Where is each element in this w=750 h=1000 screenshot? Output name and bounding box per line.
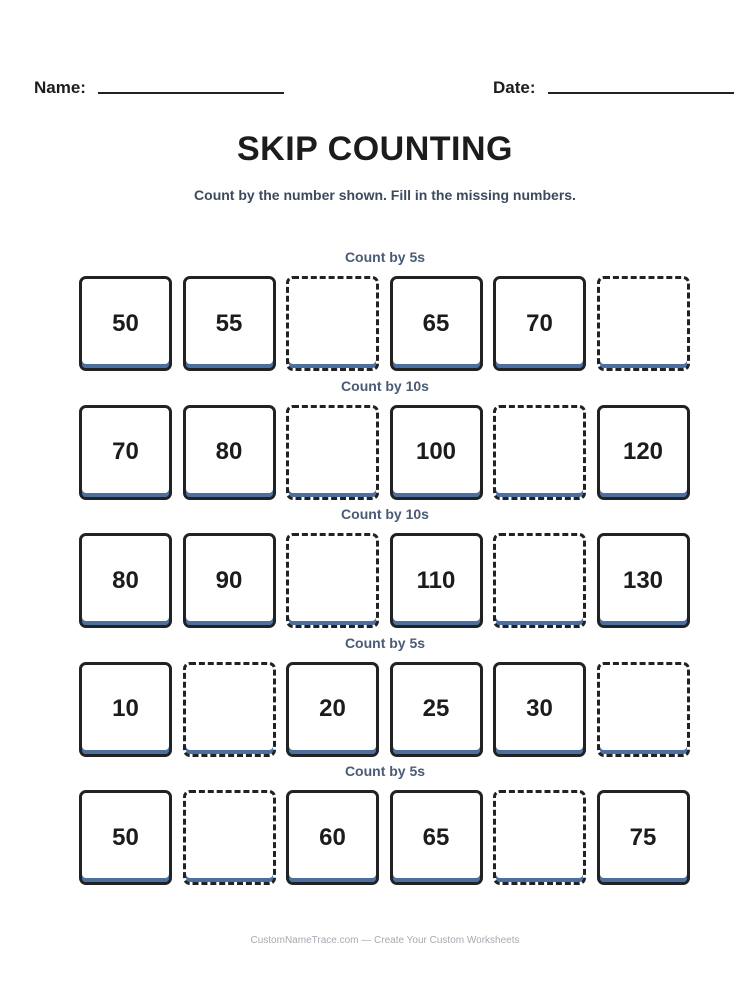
date-field-group: [493, 76, 734, 98]
box-number: 75: [629, 823, 657, 851]
number-box: [493, 276, 586, 371]
number-box: [390, 790, 483, 885]
box-number: 130: [622, 566, 664, 594]
box-number: 65: [422, 309, 450, 337]
number-box: [79, 405, 172, 500]
worksheet-instructions: Count by the number shown. Fill in the missing numbers.: [194, 187, 576, 203]
box-number: 60: [319, 823, 346, 851]
blank-answer-box[interactable]: [597, 662, 690, 757]
box-number: 25: [422, 695, 450, 722]
blank-answer-box[interactable]: [183, 790, 276, 885]
box-number: 55: [215, 309, 243, 337]
number-box: [79, 790, 172, 885]
number-box: [597, 790, 690, 885]
box-number: 70: [526, 309, 553, 337]
skip-counting-rows: [0, 248, 750, 891]
name-write-line[interactable]: [98, 92, 284, 94]
blank-answer-box[interactable]: [493, 405, 586, 500]
skip-count-row: [0, 248, 750, 377]
blank-answer-box[interactable]: [493, 533, 586, 628]
row-label: Count by 10s: [341, 377, 429, 394]
number-box: [79, 533, 172, 628]
skip-count-row: [0, 505, 750, 634]
name-field-group: [34, 76, 284, 98]
number-box: [390, 533, 483, 628]
number-box: [286, 790, 379, 885]
blank-answer-box[interactable]: [597, 276, 690, 371]
box-number: 90: [215, 566, 243, 594]
row-label: Count by 5s: [344, 763, 426, 779]
blank-answer-box[interactable]: [286, 276, 379, 371]
row-boxes: [79, 405, 690, 500]
worksheet-title: SKIP COUNTING: [236, 130, 513, 168]
box-number: 10: [112, 695, 139, 722]
box-number: 65: [422, 823, 450, 851]
number-box: [390, 662, 483, 757]
skip-count-row: [0, 634, 750, 763]
number-box: [183, 405, 276, 500]
number-box: [493, 662, 586, 757]
row-boxes: [79, 790, 690, 885]
box-number: 120: [622, 438, 664, 465]
box-number: 70: [112, 438, 139, 465]
number-box: [79, 662, 172, 757]
row-boxes: [79, 276, 690, 371]
number-box: [597, 533, 690, 628]
row-label: Count by 5s: [344, 249, 426, 265]
row-boxes: [79, 533, 690, 628]
date-label: Date:: [493, 78, 536, 97]
skip-count-row: [0, 377, 750, 506]
blank-answer-box[interactable]: [183, 662, 276, 757]
box-number: 80: [112, 566, 139, 594]
number-box: [286, 662, 379, 757]
number-box: [183, 276, 276, 371]
box-number: 30: [526, 695, 553, 722]
blank-answer-box[interactable]: [286, 533, 379, 628]
number-box: [390, 405, 483, 500]
date-write-line[interactable]: [548, 92, 734, 94]
blank-answer-box[interactable]: [493, 790, 586, 885]
box-number: 50: [112, 309, 139, 337]
box-number: 20: [319, 695, 346, 722]
row-label: Count by 5s: [344, 634, 426, 651]
number-box: [79, 276, 172, 371]
box-number: 100: [415, 438, 457, 465]
name-label: Name:: [34, 78, 86, 97]
number-box: [390, 276, 483, 371]
number-box: [597, 405, 690, 500]
box-number: 50: [112, 823, 139, 851]
box-number: 110: [416, 566, 456, 594]
blank-answer-box[interactable]: [286, 405, 379, 500]
row-label: Count by 10s: [341, 506, 429, 522]
number-box: [183, 533, 276, 628]
skip-count-row: [0, 762, 750, 891]
row-boxes: [79, 662, 690, 757]
footer-credit: CustomNameTrace.com — Create Your Custom Worksheets: [250, 935, 520, 946]
box-number: 80: [215, 438, 243, 465]
